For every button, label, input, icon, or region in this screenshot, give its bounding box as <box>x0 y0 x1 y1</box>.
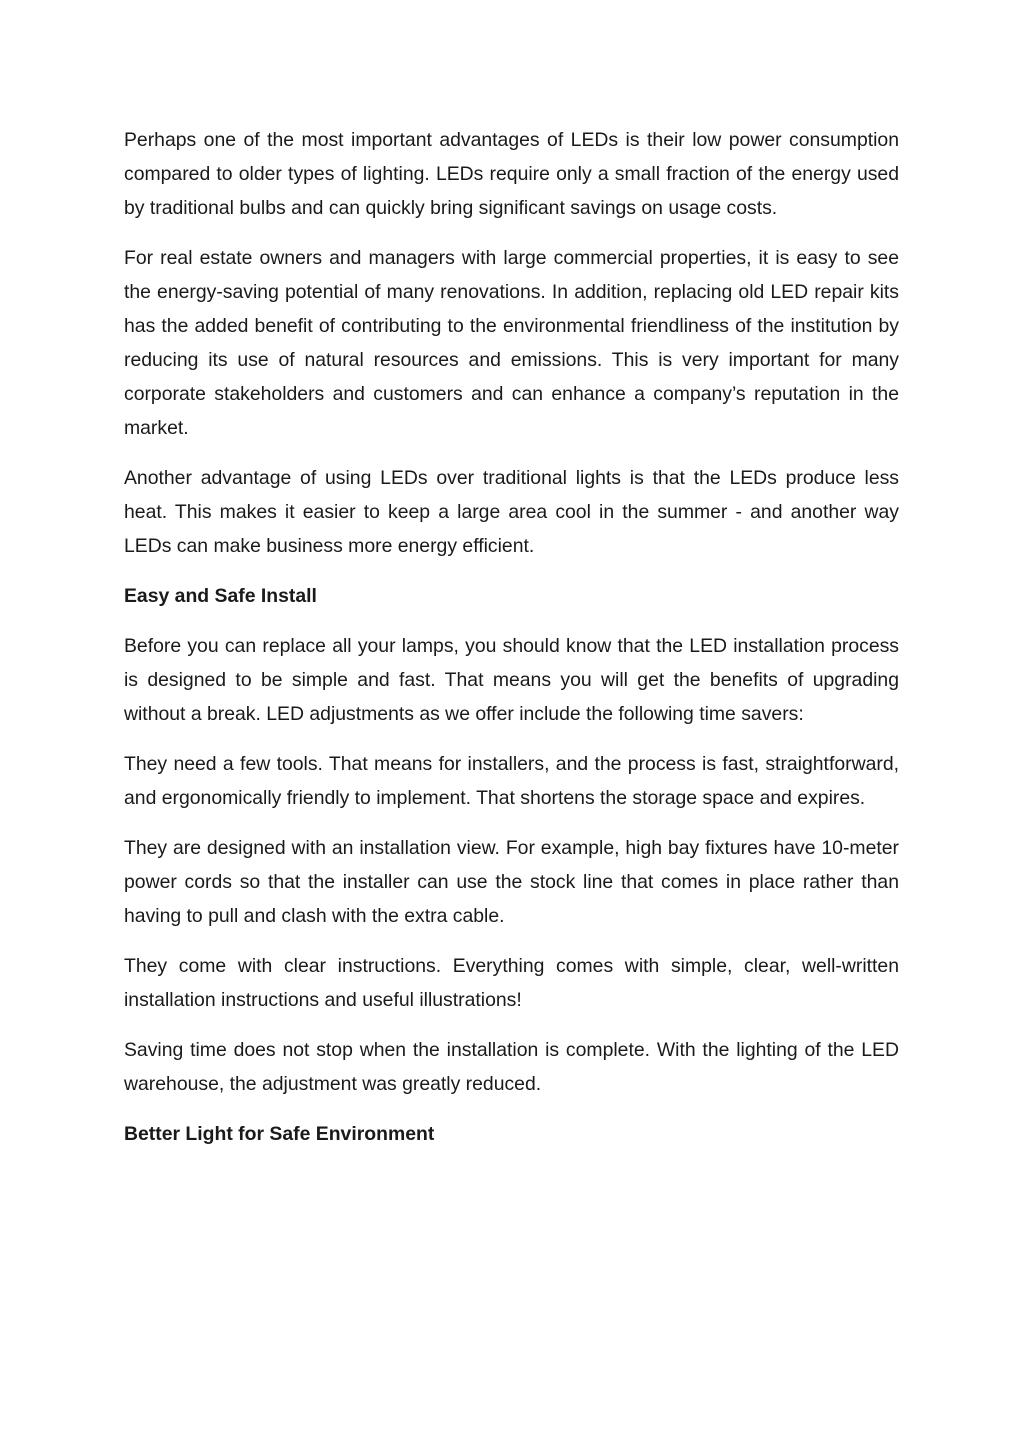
paragraph-low-power-consumption: Perhaps one of the most important advantages of LEDs is their low power consumption compared to older types of lighting. LEDs require only a small fraction of the energy used by traditional bulbs and can quickly bring significant savings on usage costs. <box>124 129 899 219</box>
document-page <box>124 123 899 1167</box>
paragraph-real-estate-owners: For real estate owners and managers with large commercial properties, it is easy to see the energy-saving potential of many renovations. In addition, replacing old LED repair kits has the added benefit of contributing to the environmental friendliness of the institution by reducing its use of natural resources and emissions. This is very important for many corporate stakeholders and customers and can enhance a company’s reputation in the market. <box>124 247 899 439</box>
paragraph-clear-instructions: They come with clear instructions. Everything comes with simple, clear, well-written installation instructions and useful illustrations! <box>124 955 899 1011</box>
paragraph-few-tools: They need a few tools. That means for installers, and the process is fast, straightforward, and ergonomically friendly to implement. That shortens the storage space and expires. <box>124 753 899 809</box>
paragraph-installation-process: Before you can replace all your lamps, you should know that the LED installation process is designed to be simple and fast. That means you will get the benefits of upgrading without a break. LED adjustments as we offer include the following time savers: <box>124 635 899 725</box>
heading-easy-safe-install: Easy and Safe Install <box>124 585 317 607</box>
paragraph-installation-view: They are designed with an installation view. For example, high bay fixtures have 10-meter power cords so that the installer can use the stock line that comes in place rather than having to pull and clash with the extra cable. <box>124 837 899 927</box>
paragraph-saving-time: Saving time does not stop when the installation is complete. With the lighting of the LED warehouse, the adjustment was greatly reduced. <box>124 1039 899 1095</box>
paragraph-less-heat: Another advantage of using LEDs over traditional lights is that the LEDs produce less heat. This makes it easier to keep a large area cool in the summer - and another way LEDs can make business more energy efficient. <box>124 467 899 557</box>
heading-better-light: Better Light for Safe Environment <box>124 1123 435 1145</box>
